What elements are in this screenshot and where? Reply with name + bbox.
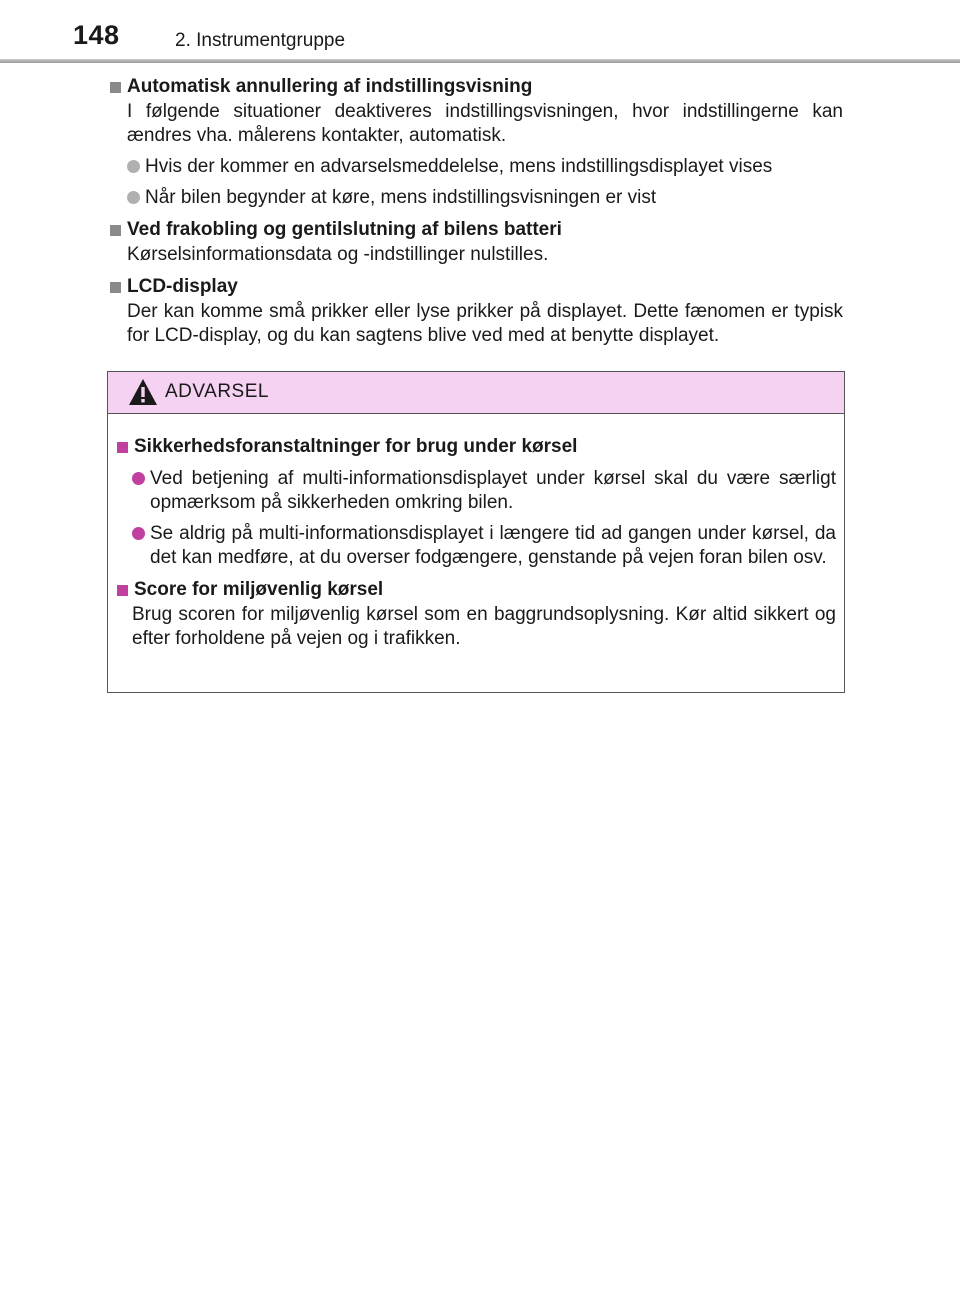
section-title: Automatisk annullering af indstillingsvisning bbox=[127, 76, 533, 97]
square-bullet-icon bbox=[110, 82, 121, 93]
header-rule bbox=[0, 59, 960, 63]
round-bullet-icon bbox=[127, 191, 140, 204]
section-heading bbox=[115, 577, 836, 603]
list-item bbox=[132, 522, 836, 570]
section-heading bbox=[108, 274, 843, 300]
section-heading bbox=[108, 217, 843, 243]
list-item bbox=[127, 186, 843, 210]
round-bullet-icon bbox=[132, 527, 145, 540]
section-body: Kørselsinformationsdata og -indstillinger nulstilles. bbox=[127, 244, 549, 265]
warning-body bbox=[108, 414, 844, 651]
list-item-text: Når bilen begynder at køre, mens indstillingsvisningen er vist bbox=[145, 187, 657, 208]
warning-header bbox=[108, 372, 844, 414]
section-title: Ved frakobling og gentilslutning af bilens batteri bbox=[127, 219, 562, 240]
section-lcd bbox=[108, 274, 843, 348]
section-battery bbox=[108, 217, 843, 267]
list-item-text: Se aldrig på multi-informationsdisplayet i længere tid ad gangen under kørsel, da det kan medføre, at du overser fodgængere, genstande på vejen foran bilen osv. bbox=[150, 523, 836, 568]
page-header bbox=[0, 0, 960, 64]
section-body: I følgende situationer deaktiveres indstillingsvisningen, hvor indstillingerne kan ændres vha. målerens kontakter, automatisk. bbox=[127, 101, 843, 146]
list-item-text: Hvis der kommer en advarselsmeddelelse, mens indstillingsdisplayet vises bbox=[145, 156, 773, 177]
section-title: LCD-display bbox=[127, 276, 238, 297]
warning-section-driving bbox=[115, 434, 836, 570]
round-bullet-icon bbox=[132, 472, 145, 485]
square-bullet-icon bbox=[110, 225, 121, 236]
square-bullet-icon bbox=[117, 585, 128, 596]
warning-triangle-icon bbox=[128, 378, 158, 406]
section-heading bbox=[108, 74, 843, 100]
section-title: Score for miljøvenlig kørsel bbox=[134, 579, 384, 600]
warning-title: ADVARSEL bbox=[165, 381, 269, 402]
page-number: 148 bbox=[73, 20, 120, 50]
section-title: Sikkerhedsforanstaltninger for brug under kørsel bbox=[134, 436, 578, 457]
section-heading bbox=[115, 434, 836, 460]
chapter-title: 2. Instrumentgruppe bbox=[175, 30, 346, 51]
square-bullet-icon bbox=[117, 442, 128, 453]
section-body: Brug scoren for miljøvenlig kørsel som en baggrundsoplysning. Kør altid sikkert og efter forholdene på vejen og i trafikken. bbox=[132, 604, 836, 649]
section-auto-cancel bbox=[108, 74, 843, 210]
list-item-text: Ved betjening af multi-informationsdisplayet under kørsel skal du være særligt opmærksom på sikkerheden omkring bilen. bbox=[150, 468, 836, 513]
list-item bbox=[127, 155, 843, 179]
square-bullet-icon bbox=[110, 282, 121, 293]
round-bullet-icon bbox=[127, 160, 140, 173]
warning-box bbox=[107, 371, 845, 693]
section-body: Der kan komme små prikker eller lyse prikker på displayet. Dette fænomen er typisk for LCD-display, og du kan sagtens blive ved med at benytte displayet. bbox=[127, 301, 843, 346]
main-content bbox=[108, 74, 843, 355]
warning-section-eco-score bbox=[115, 577, 836, 651]
list-item bbox=[132, 467, 836, 515]
